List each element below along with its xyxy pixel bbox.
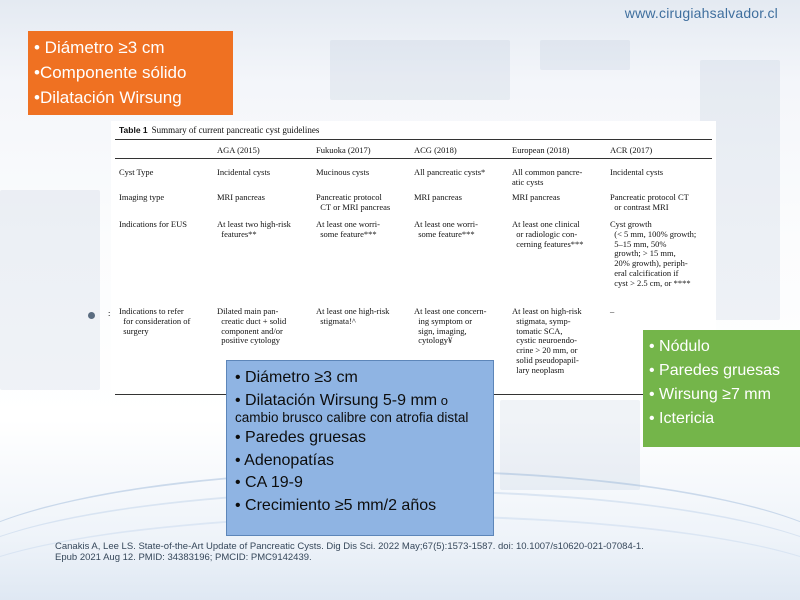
- green-criteria-box: [643, 330, 800, 447]
- blue-item: • Adenopatías: [235, 451, 335, 469]
- orange-criteria-box: [28, 31, 233, 115]
- table-cell: Mucinous cysts: [316, 167, 370, 177]
- table-cell: At least one worri- some feature***: [414, 219, 478, 239]
- table-cell: Cyst growth (< 5 mm, 100% growth; 5–15 mm, 50% growth; > 15 mm, 20% growth), periph- eral calcification if cyst > 2.5 cm, or ****: [610, 219, 697, 288]
- table-cell: Incidental cysts: [610, 167, 664, 177]
- green-item: • Ictericia: [649, 410, 715, 427]
- table-column-header: European (2018): [512, 145, 570, 155]
- table-rule: [115, 139, 712, 140]
- watermark-block: [540, 40, 630, 70]
- blue-item: • Paredes gruesas: [235, 429, 367, 446]
- table-column-header: AGA (2015): [217, 145, 260, 155]
- blue-item-sub: cambio brusco calibre con atrofia distal: [235, 410, 469, 425]
- blue-item: • Diámetro ≥3 cm: [235, 369, 358, 386]
- citation-line: Epub 2021 Aug 12. PMID: 34383196; PMCID: PMC9142439.: [55, 552, 312, 563]
- table-cell: Pancreatic protocol CT or contrast MRI: [610, 192, 689, 212]
- table-cell: Incidental cysts: [217, 167, 271, 177]
- table-row-label: Indications to refer for consideration of surgery: [119, 306, 191, 336]
- table-column-header: Fukuoka (2017): [316, 145, 371, 155]
- table-cell: –: [610, 306, 615, 316]
- watermark-block: [330, 40, 510, 100]
- table-cell: At least one clinical or radiologic con- cerning features***: [512, 219, 584, 249]
- blue-criteria-box: [226, 360, 494, 536]
- table-caption-text: Summary of current pancreatic cyst guidelines: [151, 125, 320, 135]
- table-cell: MRI pancreas: [512, 192, 560, 202]
- table-column-header: ACG (2018): [414, 145, 457, 155]
- blue-item: • CA 19-9: [235, 474, 303, 491]
- citation: [55, 541, 644, 563]
- table-cell: MRI pancreas: [414, 192, 462, 202]
- blue-item: • Crecimiento ≥5 mm/2 años: [235, 496, 437, 514]
- orange-item: •Dilatación Wirsung: [34, 88, 182, 107]
- table-row-label: Cyst Type: [119, 167, 154, 177]
- green-item: • Nódulo: [649, 338, 710, 355]
- slide-bullet-dot: [88, 312, 95, 319]
- table-row-label: Imaging type: [119, 192, 165, 202]
- website-url: www.cirugiahsalvador.cl: [624, 5, 778, 21]
- table-cell: At least one worri- some feature***: [316, 219, 380, 239]
- blue-item-suffix: o: [437, 392, 448, 408]
- citation-line: Canakis A, Lee LS. State-of-the-Art Update of Pancreatic Cysts. Dig Dis Sci. 2022 May;67(5):1573-1587. doi: 10.1007/s10620-021-07084-1.: [55, 541, 644, 552]
- table-cell: At least one high-risk stigmata!^: [316, 306, 390, 326]
- orange-item: •Componente sólido: [34, 63, 187, 82]
- table-caption: [119, 125, 319, 135]
- watermark-block: [0, 190, 100, 390]
- blue-item-text: • Dilatación Wirsung 5-9 mm: [235, 391, 438, 409]
- guidelines-table: [111, 121, 716, 396]
- table-cell: At least on high-risk stigmata, symp- tomatic SCA, cystic neuroendo- crine > 20 mm, or solid pseudopapil- lary neoplasm: [512, 306, 582, 375]
- green-item: • Paredes gruesas: [649, 362, 781, 379]
- table-cell: At least one concern- ing symptom or sign, imaging, cytology¥: [414, 306, 487, 346]
- orange-item: • Diámetro ≥3 cm: [34, 38, 165, 57]
- bullet-marker: :: [108, 308, 111, 318]
- green-item: • Wirsung ≥7 mm: [649, 386, 771, 403]
- table-caption-label: Table 1: [119, 125, 148, 135]
- table-cell: Dilated main pan- creatic duct + solid component and/or positive cytology: [217, 306, 287, 346]
- table-cell: MRI pancreas: [217, 192, 265, 202]
- table-row-label: Indications for EUS: [119, 219, 187, 229]
- table-cell: All pancreatic cysts*: [414, 167, 486, 177]
- table-cell: At least two high-risk features**: [217, 219, 291, 239]
- table-cell: Pancreatic protocol CT or MRI pancreas: [316, 192, 391, 212]
- table-rule: [115, 158, 712, 159]
- table-column-header: ACR (2017): [610, 145, 653, 155]
- table-cell: All common pancre- atic cysts: [512, 167, 583, 187]
